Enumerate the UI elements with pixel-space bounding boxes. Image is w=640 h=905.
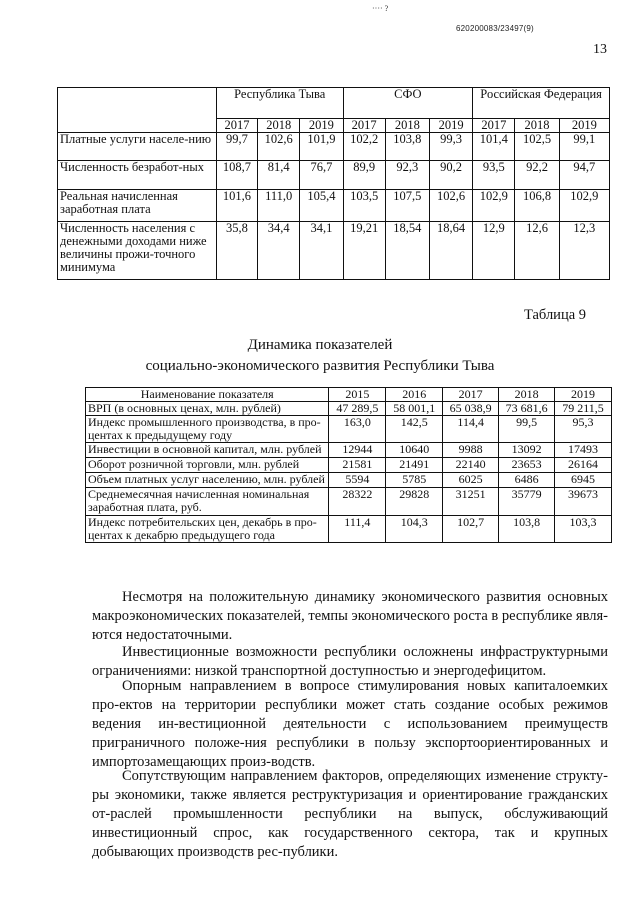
row-label: Объем платных услуг населению, млн. рублей (86, 473, 329, 488)
table-row (58, 133, 610, 161)
table1-year-header: 2019 (300, 119, 343, 133)
table-title-line2: социально-экономического развития Республики Тыва (145, 358, 495, 374)
cell-value: 108,7 (216, 161, 257, 190)
cell-value: 93,5 (473, 161, 515, 190)
row-label: Численность безработ-ных (58, 161, 217, 190)
cell-value: 89,9 (343, 161, 385, 190)
cell-value: 99,1 (559, 133, 609, 161)
cell-value: 21491 (386, 458, 443, 473)
cell-value: 34,1 (300, 222, 343, 280)
row-label: Реальная начисленная заработная плата (58, 190, 217, 222)
table2-header-cell: 2015 (329, 388, 386, 402)
table1-year-header: 2017 (216, 119, 257, 133)
cell-value: 102,7 (443, 516, 499, 543)
cell-value: 6025 (443, 473, 499, 488)
cell-value: 111,0 (258, 190, 300, 222)
row-label: Индекс промышленного производства, в про-центах к предыдущему году (86, 416, 329, 443)
cell-value: 111,4 (329, 516, 386, 543)
cell-value: 103,5 (343, 190, 385, 222)
table1-year-header: 2018 (258, 119, 300, 133)
cell-value: 12944 (329, 443, 386, 458)
body-paragraph: Несмотря на положительную динамику экономического развития основных макроэкономических показателей, темпы экономического роста в республике явля-ются недостаточными. (92, 588, 608, 643)
table-row (86, 443, 612, 458)
cell-value: 29828 (386, 488, 443, 516)
handwritten-mark: ···· ? (372, 4, 389, 13)
cell-value: 99,3 (429, 133, 472, 161)
cell-value: 101,9 (300, 133, 343, 161)
table2-header-cell: 2016 (386, 388, 443, 402)
table-row (86, 473, 612, 488)
table2-header-cell: 2018 (499, 388, 555, 402)
cell-value: 107,5 (385, 190, 429, 222)
cell-value: 35,8 (216, 222, 257, 280)
cell-value: 39673 (555, 488, 612, 516)
row-label: Платные услуги населе-нию (58, 133, 217, 161)
cell-value: 103,8 (499, 516, 555, 543)
table-row (86, 516, 612, 543)
socioeconomic-indicators-table (85, 387, 612, 543)
table1-year-header: 2018 (515, 119, 559, 133)
cell-value: 17493 (555, 443, 612, 458)
cell-value: 18,64 (429, 222, 472, 280)
cell-value: 9988 (443, 443, 499, 458)
cell-value: 6486 (499, 473, 555, 488)
cell-value: 102,9 (473, 190, 515, 222)
cell-value: 76,7 (300, 161, 343, 190)
cell-value: 35779 (499, 488, 555, 516)
cell-value: 23653 (499, 458, 555, 473)
cell-value: 58 001,1 (386, 402, 443, 416)
cell-value: 21581 (329, 458, 386, 473)
cell-value: 6945 (555, 473, 612, 488)
cell-value: 13092 (499, 443, 555, 458)
table2-header-cell: 2019 (555, 388, 612, 402)
cell-value: 31251 (443, 488, 499, 516)
table-title-line1: Динамика показателей (247, 337, 393, 353)
body-paragraph: Опорным направлением в вопросе стимулирования новых капиталоемких про-ектов на территории республики может стать создание особых режимов ведения ин-вестиционной деятельности с использованием преимуществ приграничного положе-ния республики в пользу экспортоориентированных и импортозамещающих произ-водств. (92, 677, 608, 770)
cell-value: 73 681,6 (499, 402, 555, 416)
table-row (86, 488, 612, 516)
cell-value: 101,4 (473, 133, 515, 161)
cell-value: 104,3 (386, 516, 443, 543)
cell-value: 163,0 (329, 416, 386, 443)
cell-value: 95,3 (555, 416, 612, 443)
table1-year-header: 2019 (429, 119, 472, 133)
cell-value: 22140 (443, 458, 499, 473)
row-label: Численность населения с денежными доходами ниже величины прожи-точного минимума (58, 222, 217, 280)
row-label: ВРП (в основных ценах, млн. рублей) (86, 402, 329, 416)
cell-value: 12,6 (515, 222, 559, 280)
row-label: Оборот розничной торговли, млн. рублей (86, 458, 329, 473)
cell-value: 26164 (555, 458, 612, 473)
cell-value: 99,5 (499, 416, 555, 443)
cell-value: 103,8 (385, 133, 429, 161)
cell-value: 90,2 (429, 161, 472, 190)
document-id: 620200083/23497(9) (456, 24, 534, 33)
cell-value: 12,3 (559, 222, 609, 280)
table2-header-cell: Наименование показателя (86, 388, 329, 402)
table2-header-cell: 2017 (443, 388, 499, 402)
body-paragraph: Сопутствующим направлением факторов, определяющих изменение структу-ры экономики, также является реструктуризация и ориентирование гражданских от-раслей промышленности республики на выпуск, обслуживающий инвестиционный спрос, как государственного сектора, так и крупных добывающих производств рес-публики. (92, 767, 608, 860)
row-label: Среднемесячная начисленная номинальная заработная плата, руб. (86, 488, 329, 516)
cell-value: 92,3 (385, 161, 429, 190)
table-row (86, 458, 612, 473)
cell-value: 18,54 (385, 222, 429, 280)
table-row (86, 416, 612, 443)
cell-value: 102,5 (515, 133, 559, 161)
cell-value: 28322 (329, 488, 386, 516)
table-row (58, 190, 610, 222)
body-paragraph: Инвестиционные возможности республики осложнены инфраструктурными ограничениями: низкой транспортной доступностью и энергодефицитом. (92, 643, 608, 679)
cell-value: 79 211,5 (555, 402, 612, 416)
cell-value: 101,6 (216, 190, 257, 222)
cell-value: 94,7 (559, 161, 609, 190)
cell-value: 12,9 (473, 222, 515, 280)
page-number: 13 (593, 42, 607, 57)
cell-value: 105,4 (300, 190, 343, 222)
cell-value: 81,4 (258, 161, 300, 190)
cell-value: 92,2 (515, 161, 559, 190)
cell-value: 34,4 (258, 222, 300, 280)
table-row (86, 402, 612, 416)
cell-value: 102,6 (258, 133, 300, 161)
cell-value: 114,4 (443, 416, 499, 443)
table1-corner-cell (58, 88, 217, 133)
cell-value: 103,3 (555, 516, 612, 543)
cell-value: 142,5 (386, 416, 443, 443)
cell-value: 102,6 (429, 190, 472, 222)
table-row (58, 222, 610, 280)
cell-value: 5785 (386, 473, 443, 488)
cell-value: 102,2 (343, 133, 385, 161)
cell-value: 106,8 (515, 190, 559, 222)
cell-value: 99,7 (216, 133, 257, 161)
table1-region-header: Российская Федерация (473, 88, 610, 119)
row-label: Инвестиции в основной капитал, млн. рублей (86, 443, 329, 458)
table-caption: Таблица 9 (524, 307, 587, 323)
cell-value: 5594 (329, 473, 386, 488)
cell-value: 47 289,5 (329, 402, 386, 416)
table1-year-header: 2017 (473, 119, 515, 133)
table1-region-header: СФО (343, 88, 473, 119)
row-label: Индекс потребительских цен, декабрь в про-центах к декабрю предыдущего года (86, 516, 329, 543)
cell-value: 65 038,9 (443, 402, 499, 416)
cell-value: 102,9 (559, 190, 609, 222)
regional-comparison-table (57, 87, 610, 280)
table1-year-header: 2017 (343, 119, 385, 133)
cell-value: 19,21 (343, 222, 385, 280)
table1-year-header: 2019 (559, 119, 609, 133)
table-row (58, 161, 610, 190)
table1-year-header: 2018 (385, 119, 429, 133)
table1-region-header: Республика Тыва (216, 88, 343, 119)
cell-value: 10640 (386, 443, 443, 458)
